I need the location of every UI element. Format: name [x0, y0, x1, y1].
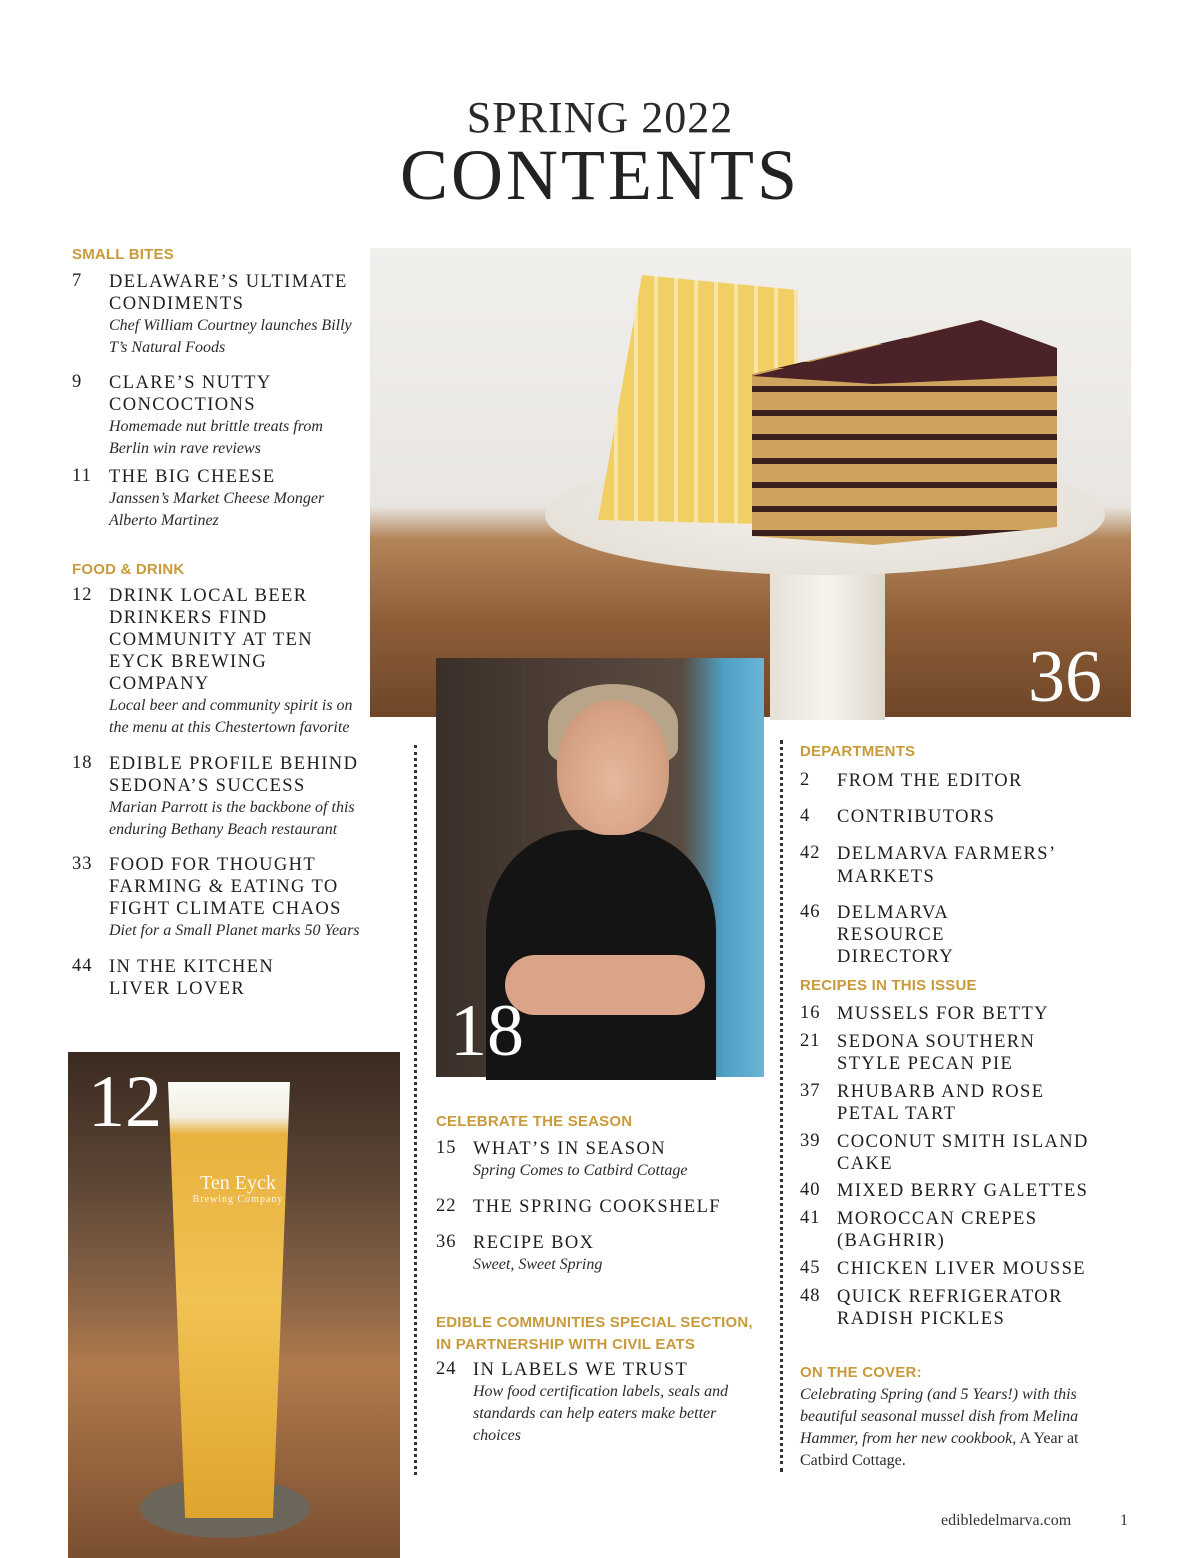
- toc-page-number: 48: [800, 1286, 821, 1306]
- toc-page-number: 9: [72, 372, 83, 392]
- toc-title: IN THE KITCHEN LIVER LOVER: [109, 957, 275, 999]
- toc-page-number: 33: [72, 854, 93, 874]
- toc-entry[interactable]: [436, 1359, 756, 1447]
- toc-page-number: 12: [72, 585, 93, 605]
- toc-title: SEDONA SOUTHERN STYLE PECAN PIE: [837, 1032, 1036, 1074]
- toc-entry[interactable]: [800, 770, 1090, 792]
- toc-entry[interactable]: [72, 271, 362, 359]
- brewery-logo-name: Ten Eyck: [200, 1172, 276, 1194]
- footer-website: edibledelmarva.com: [941, 1512, 1072, 1529]
- footer-page-number: 1: [1120, 1512, 1128, 1529]
- toc-description: Spring Comes to Catbird Cottage: [473, 1162, 688, 1179]
- toc-entry[interactable]: [436, 1138, 766, 1182]
- toc-title: CONTRIBUTORS: [837, 807, 996, 827]
- toc-page-number: 4: [800, 806, 811, 826]
- toc-entry[interactable]: [72, 372, 362, 460]
- toc-entry[interactable]: [800, 1131, 1100, 1175]
- toc-page-number: 16: [800, 1003, 821, 1023]
- cake-photo-page-number: 36: [1028, 636, 1102, 718]
- toc-entry[interactable]: [72, 956, 362, 1000]
- toc-page-number: 7: [72, 271, 83, 291]
- toc-page-number: 39: [800, 1131, 821, 1151]
- section-heading-small-bites: SMALL BITES: [72, 246, 174, 263]
- toc-title: RHUBARB AND ROSE PETAL TART: [837, 1082, 1045, 1124]
- toc-entry[interactable]: [436, 1232, 766, 1276]
- toc-page-number: 15: [436, 1138, 457, 1158]
- toc-title: CHICKEN LIVER MOUSSE: [837, 1259, 1086, 1279]
- portrait-face: [557, 700, 669, 835]
- toc-title: MOROCCAN CREPES (BAGHRIR): [837, 1209, 1038, 1251]
- cover-description: [800, 1384, 1130, 1472]
- portrait-photo-page-number: 18: [450, 990, 524, 1072]
- toc-entry[interactable]: [72, 854, 372, 942]
- toc-entry[interactable]: [72, 753, 377, 841]
- toc-title: EDIBLE PROFILE BEHIND SEDONA’S SUCCESS: [109, 754, 359, 796]
- toc-title: DELMARVA RESOURCE DIRECTORY: [837, 903, 955, 967]
- toc-title: COCONUT SMITH ISLAND CAKE: [837, 1132, 1089, 1174]
- toc-title: CLARE’S NUTTY CONCOCTIONS: [109, 373, 271, 415]
- toc-page-number: 46: [800, 902, 821, 922]
- section-heading-food-drink: FOOD & DRINK: [72, 561, 185, 578]
- toc-description: Sweet, Sweet Spring: [473, 1256, 603, 1273]
- toc-description: Diet for a Small Planet marks 50 Years: [109, 922, 360, 939]
- toc-description: How food certification labels, seals and standards can help eaters make better choices: [473, 1383, 729, 1444]
- toc-entry[interactable]: [800, 1208, 1050, 1252]
- toc-entry[interactable]: [800, 806, 1090, 828]
- toc-entry[interactable]: [800, 1003, 1100, 1025]
- toc-page-number: 11: [72, 466, 92, 486]
- section-heading-special-line1: EDIBLE COMMUNITIES SPECIAL SECTION,: [436, 1314, 753, 1331]
- section-heading-cover: ON THE COVER:: [800, 1364, 922, 1381]
- toc-description: Local beer and community spirit is on the menu at this Chestertown favorite: [109, 697, 353, 736]
- toc-title: FROM THE EDITOR: [837, 771, 1023, 791]
- toc-title: DELAWARE’S ULTIMATE CONDIMENTS: [109, 272, 348, 314]
- issue-season: SPRING 2022: [466, 93, 734, 142]
- section-heading-celebrate: CELEBRATE THE SEASON: [436, 1113, 633, 1130]
- toc-title: THE SPRING COOKSHELF: [473, 1197, 721, 1217]
- brewery-logo-sub: Brewing Company: [192, 1194, 284, 1205]
- toc-title: FOOD FOR THOUGHT FARMING & EATING TO FIGHT CLIMATE CHAOS: [109, 855, 342, 919]
- section-heading-special: [436, 1312, 753, 1356]
- toc-title: THE BIG CHEESE: [109, 467, 276, 487]
- toc-description: Homemade nut brittle treats from Berlin win rave reviews: [109, 418, 323, 457]
- toc-entry[interactable]: [800, 1081, 1050, 1125]
- toc-entry[interactable]: [800, 843, 1060, 889]
- toc-entry[interactable]: [72, 585, 364, 739]
- toc-description: Chef William Courtney launches Billy T’s Natural Foods: [109, 317, 352, 356]
- section-heading-recipes: RECIPES IN THIS ISSUE: [800, 977, 977, 994]
- toc-entry[interactable]: [800, 902, 1060, 968]
- toc-entry[interactable]: [436, 1196, 766, 1218]
- toc-page-number: 22: [436, 1196, 457, 1216]
- toc-page-number: 2: [800, 770, 811, 790]
- toc-title: RECIPE BOX: [473, 1233, 595, 1253]
- toc-page-number: 24: [436, 1359, 457, 1379]
- toc-page-number: 21: [800, 1031, 821, 1051]
- toc-page-number: 40: [800, 1180, 821, 1200]
- toc-description: Marian Parrott is the backbone of this enduring Bethany Beach restaurant: [109, 799, 355, 838]
- cake-stand-stem: [770, 550, 885, 720]
- toc-title: IN LABELS WE TRUST: [473, 1360, 689, 1380]
- toc-title: WHAT’S IN SEASON: [473, 1139, 667, 1159]
- column-divider-right: [780, 740, 783, 1472]
- cover-book-title: A Year at Catbird Cottage.: [800, 1430, 1079, 1469]
- toc-title: MIXED BERRY GALETTES: [837, 1181, 1089, 1201]
- toc-title: QUICK REFRIGERATOR RADISH PICKLES: [837, 1287, 1063, 1329]
- toc-entry[interactable]: [72, 466, 362, 532]
- toc-page-number: 36: [436, 1232, 457, 1252]
- portrait-arms: [505, 955, 705, 1015]
- toc-title: DELMARVA FARMERS’ MARKETS: [837, 844, 1056, 887]
- cover-description-italic: Celebrating Spring (and 5 Years!) with this beautiful seasonal mussel dish from Melina Hammer, from her new cookbook,: [800, 1386, 1079, 1447]
- toc-entry[interactable]: [800, 1258, 1100, 1280]
- section-heading-departments: DEPARTMENTS: [800, 743, 916, 760]
- toc-title: DRINK LOCAL BEER DRINKERS FIND COMMUNITY AT TEN EYCK BREWING COMPANY: [109, 586, 313, 694]
- toc-page-number: 41: [800, 1208, 821, 1228]
- toc-page-number: 37: [800, 1081, 821, 1101]
- toc-page-number: 45: [800, 1258, 821, 1278]
- beer-glass: [168, 1082, 290, 1518]
- toc-entry[interactable]: [800, 1031, 1100, 1075]
- toc-page-number: 18: [72, 753, 93, 773]
- toc-description: Janssen’s Market Cheese Monger Alberto Martinez: [109, 490, 325, 529]
- section-heading-special-line2: IN PARTNERSHIP WITH CIVIL EATS: [436, 1336, 696, 1353]
- toc-entry[interactable]: [800, 1180, 1100, 1202]
- toc-title: MUSSELS FOR BETTY: [837, 1004, 1049, 1024]
- beer-photo-page-number: 12: [88, 1061, 162, 1143]
- toc-entry[interactable]: [800, 1286, 1070, 1330]
- toc-page-number: 42: [800, 843, 821, 863]
- page-title: CONTENTS: [400, 135, 800, 215]
- brewery-logo: [188, 1172, 288, 1206]
- toc-page-number: 44: [72, 956, 93, 976]
- column-divider-left: [414, 745, 417, 1475]
